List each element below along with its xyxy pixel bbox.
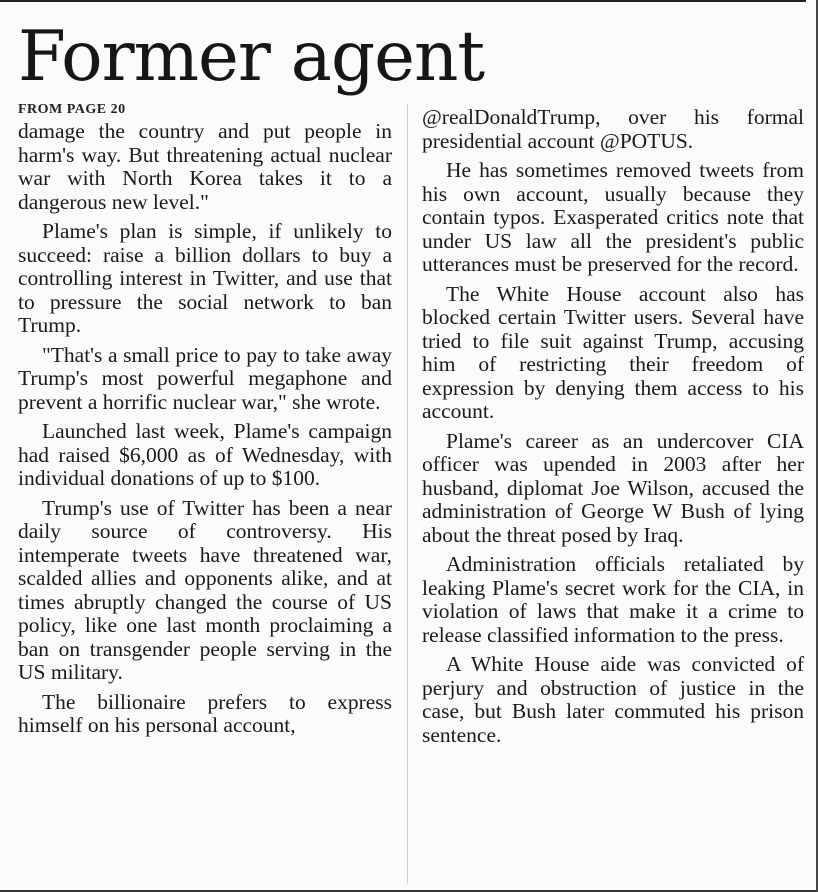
jump-line: FROM PAGE 20 [18, 102, 126, 117]
paragraph: Plame's career as an undercover CIA officer was upended in 2003 after her husband, diplomat Joe Wilson, accused the administration of George W Bush of lying about the threat posed by Iraq. [422, 428, 804, 547]
paragraph: He has sometimes removed tweets from his own account, usually because they contain typos. Exasperated critics note that under US law all the president's public utterances must be preserved for the record. [422, 158, 804, 276]
top-border-rule [0, 0, 806, 2]
paragraph: Trump's use of Twitter has been a near daily source of controversy. His intemperate tweets have threatened war, scalded allies and opponents alike, and at times abruptly changed the course of US policy, like one last month proclaiming a ban on transgender people serving in the US military. [18, 495, 392, 684]
paragraph: Administration officials retaliated by leaking Plame's secret work for the CIA, in violation of laws that make it a crime to release classified information to the press. [422, 552, 804, 647]
column-divider [407, 104, 408, 884]
headline: Former agent [18, 17, 485, 97]
paragraph: The billionaire prefers to express himself on his personal account, [18, 689, 392, 737]
paragraph: A White House aide was convicted of perjury and obstruction of justice in the case, but Bush later commuted his prison sentence. [422, 652, 804, 747]
paragraph: @realDonaldTrump, over his formal presidential account @POTUS. [422, 105, 804, 153]
paragraph: damage the country and put people in harm's way. But threatening actual nuclear war with North Korea takes it to a dangerous new level." [18, 119, 392, 214]
paragraph: "That's a small price to pay to take away Trump's most powerful megaphone and prevent a horrific nuclear war," she wrote. [18, 342, 392, 414]
article-column-left [18, 102, 392, 744]
article-column-right [422, 106, 804, 753]
paragraph: Plame's plan is simple, if unlikely to succeed: raise a billion dollars to buy a controlling interest in Twitter, and use that to pressure the social network to ban Trump. [18, 219, 392, 337]
paragraph: Launched last week, Plame's campaign had raised $6,000 as of Wednesday, with individual donations of up to $100. [18, 419, 392, 490]
paragraph: The White House account also has blocked certain Twitter users. Several have tried to file suit against Trump, accusing him of restricting their freedom of expression by denying them access to his account. [422, 281, 804, 423]
